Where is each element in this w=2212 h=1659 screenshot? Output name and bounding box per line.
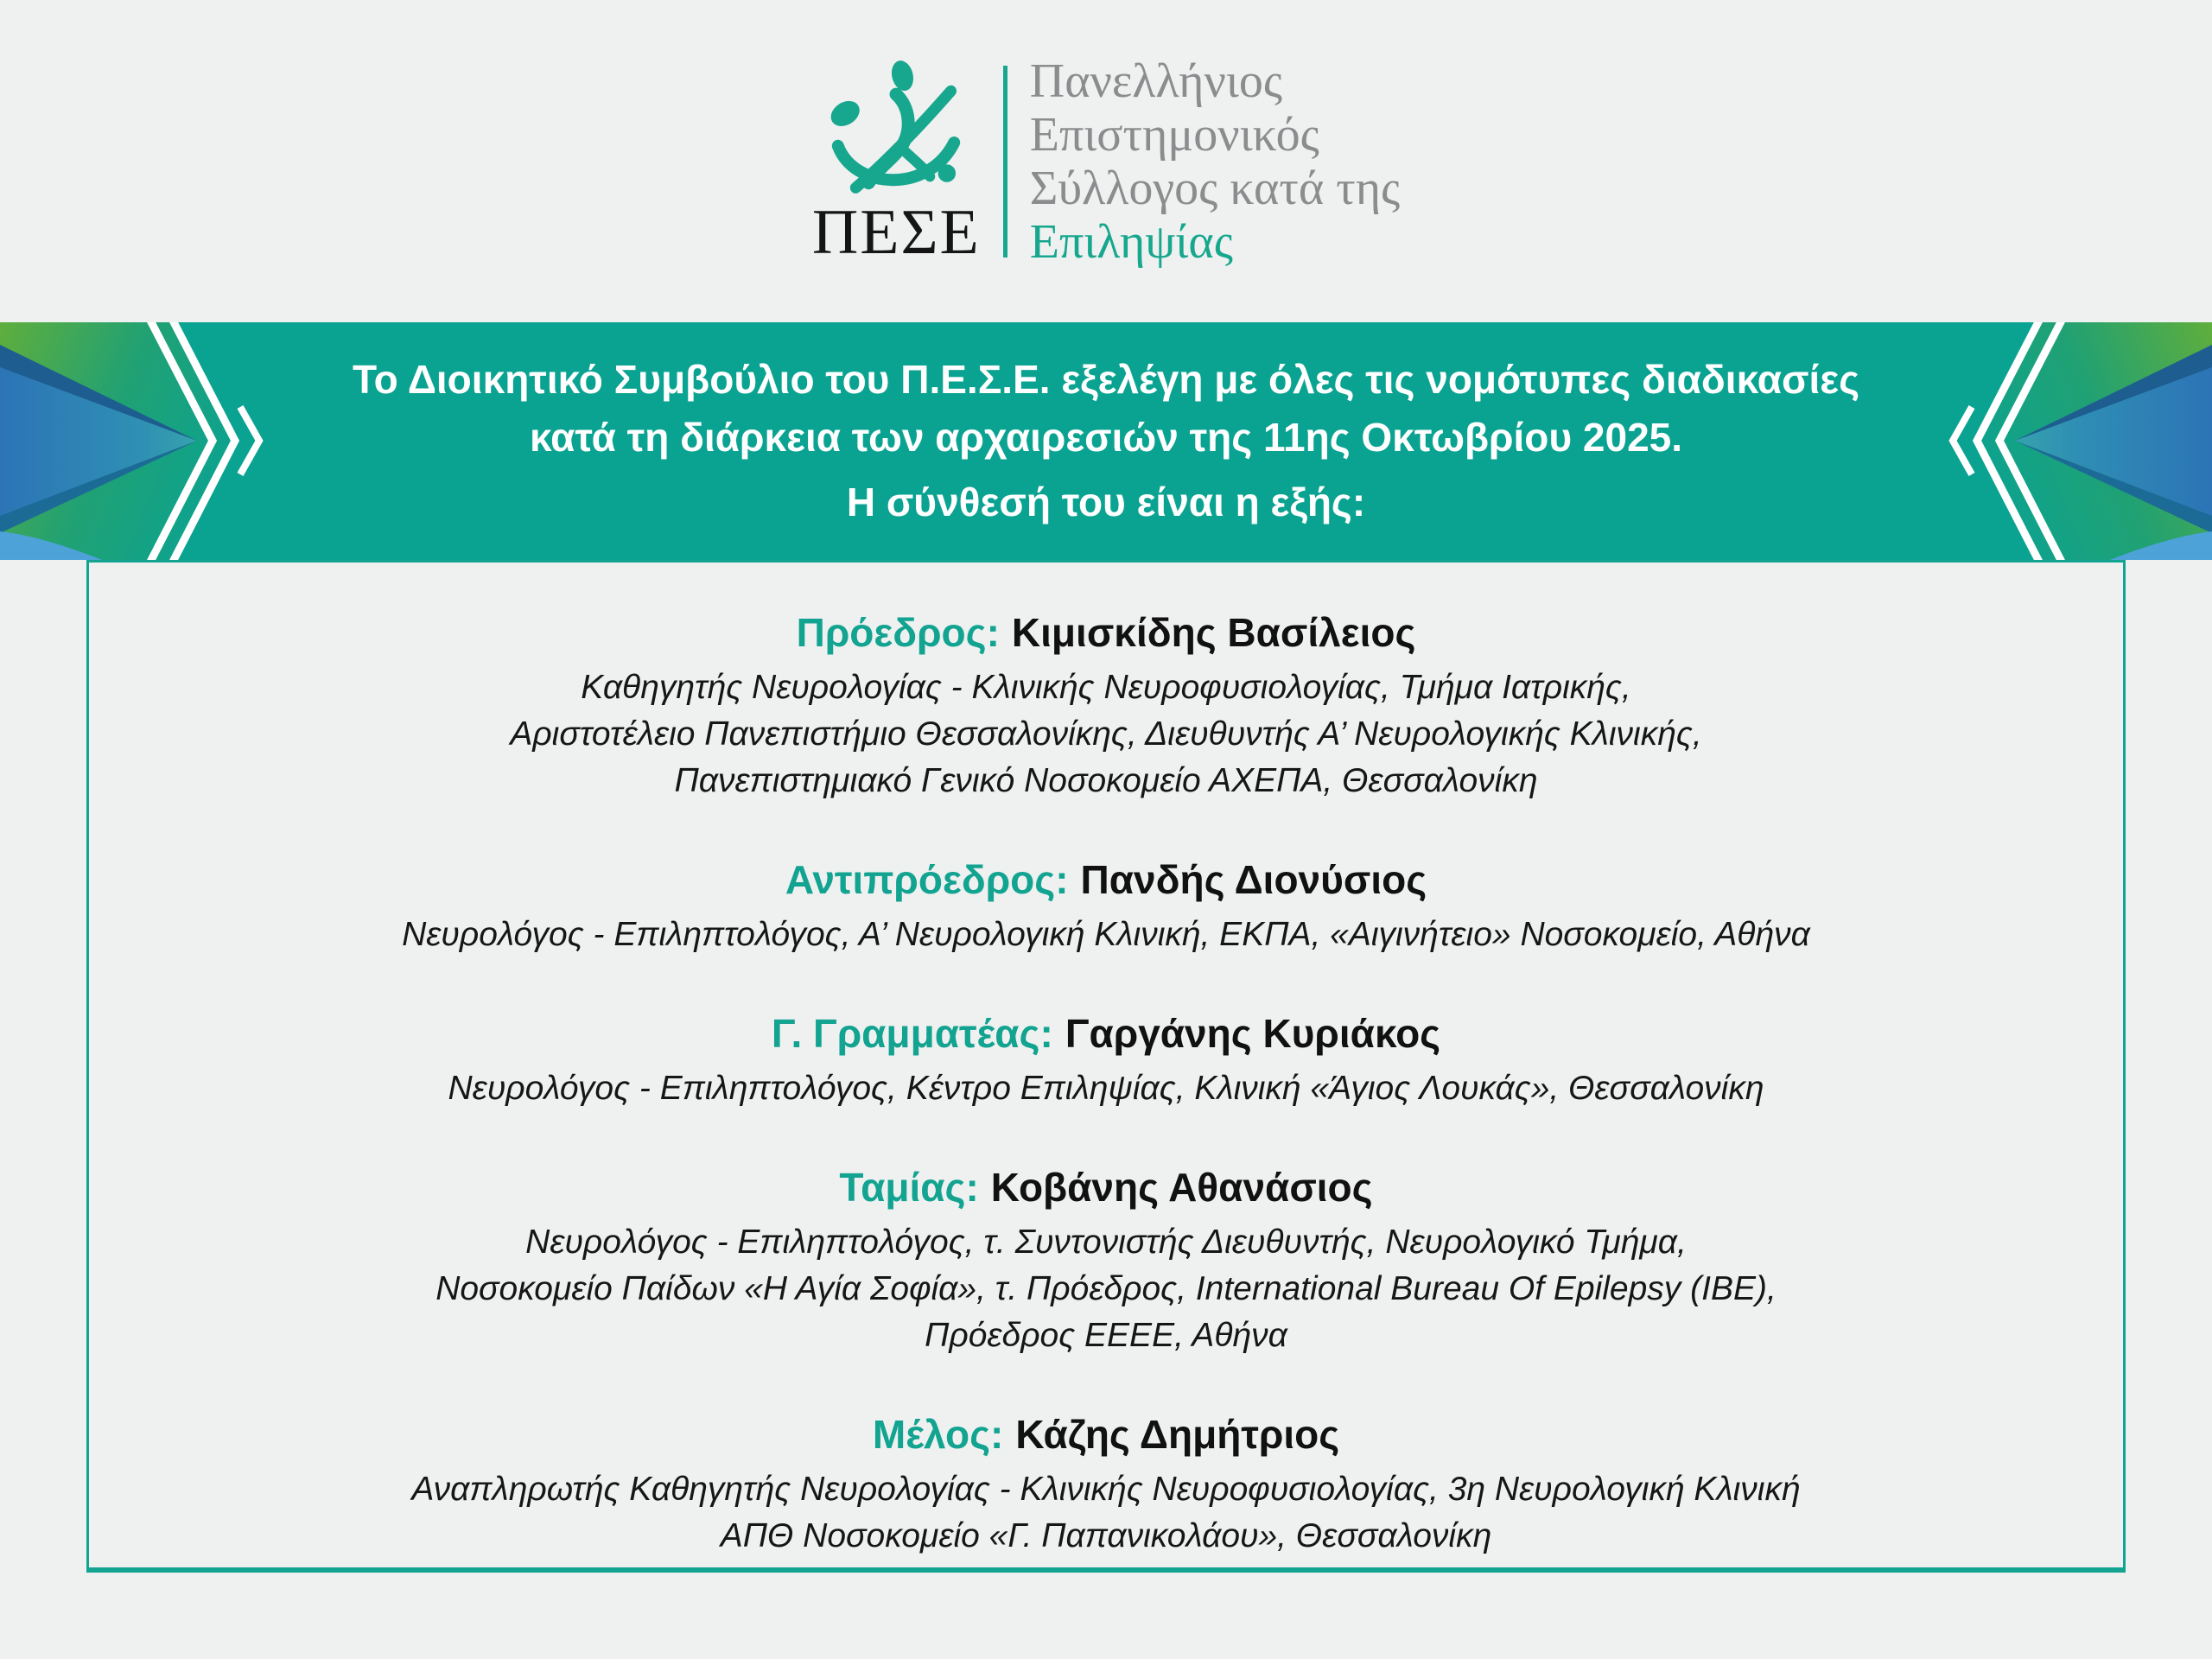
logo-name-highlight: Επιληψίας: [1029, 214, 1233, 269]
pese-figures-icon: [830, 59, 962, 204]
member-detail-line: Πανεπιστημιακό Γενικό Νοσοκομείο ΑΧΕΠΑ, Θεσσαλονίκη: [674, 762, 1538, 799]
member-detail-line: Νευρολόγος - Επιληπτολόγος, τ. Συντονιστής Διευθυντής, Νευρολογικό Τμήμα,: [525, 1224, 1687, 1261]
member-role: Γ. Γραμματέας:: [771, 1011, 1053, 1056]
member-role: Πρόεδρος:: [796, 610, 1000, 655]
member-detail-line: Νευρολόγος - Επιληπτολόγος, Κέντρο Επιληψίας, Κλινική «Άγιος Λουκάς», Θεσσαλονίκη: [448, 1070, 1764, 1107]
member-role: Ταμίας:: [839, 1165, 979, 1210]
banner-line-2: κατά τη διάρκεια των αρχαιρεσιών της 11ης Οκτωβρίου 2025.: [529, 415, 1683, 460]
member-heading: [89, 1007, 2123, 1060]
member-detail-line: Νευρολόγος - Επιληπτολόγος, Α’ Νευρολογική Κλινική, ΕΚΠΑ, «Αιγινήτειο» Νοσοκομείο, Αθήνα: [402, 916, 1810, 953]
member-role: Μέλος:: [872, 1412, 1004, 1457]
logo-section: [0, 0, 2212, 322]
member-detail-line: Αναπληρωτής Καθηγητής Νευρολογίας - Κλινικής Νευροφυσιολογίας, 3η Νευρολογική Κλινική: [411, 1471, 1801, 1508]
member-details: [89, 1219, 2123, 1359]
announcement-banner: [0, 322, 2212, 560]
board-members-box: [86, 560, 2126, 1573]
member-details: [89, 664, 2123, 804]
banner-chevron-decor-right: [1944, 322, 2212, 560]
member-name: Κοβάνης Αθανάσιος: [990, 1165, 1373, 1210]
member-detail-line: Πρόεδρος ΕΕΕΕ, Αθήνα: [925, 1317, 1287, 1354]
logo-name-line: Σύλλογος κατά της: [1029, 161, 1401, 215]
member-treasurer: [89, 1160, 2123, 1359]
member-name: Γαργάνης Κυριάκος: [1065, 1011, 1441, 1056]
member-detail-line: Καθηγητής Νευρολογίας - Κλινικής Νευροφυσιολογίας, Τμήμα Ιατρικής,: [581, 669, 1631, 706]
member-heading: [89, 853, 2123, 906]
member-heading: [89, 1160, 2123, 1214]
banner-line-1: Το Διοικητικό Συμβούλιο του Π.Ε.Σ.Ε. εξελέγη με όλες τις νομότυπες διαδικασίες: [352, 357, 1859, 402]
member-details: [89, 1065, 2123, 1112]
member-vice-president: [89, 853, 2123, 958]
member-member: [89, 1408, 2123, 1560]
member-name: Κάζης Δημήτριος: [1015, 1412, 1340, 1457]
member-name: Πανδής Διονύσιος: [1080, 857, 1427, 902]
member-name: Κιμισκίδης Βασίλειος: [1011, 610, 1416, 655]
member-detail-line: ΑΠΘ Νοσοκομείο «Γ. Παπανικολάου», Θεσσαλονίκη: [720, 1517, 1492, 1554]
logo-divider: [1003, 66, 1007, 257]
member-secretary: [89, 1007, 2123, 1112]
member-detail-line: Νοσοκομείο Παίδων «Η Αγία Σοφία», τ. Πρόεδρος, International Bureau Of Epilepsy (IBE),: [435, 1270, 1777, 1307]
member-president: [89, 606, 2123, 804]
member-heading: [89, 606, 2123, 659]
member-details: [89, 1466, 2123, 1560]
logo-name-line: Πανελλήνιος: [1029, 54, 1283, 108]
logo-name: [1030, 54, 1400, 269]
member-details: [89, 912, 2123, 958]
banner-chevron-decor-left: [0, 322, 268, 560]
member-heading: [89, 1408, 2123, 1461]
logo-left-block: [811, 59, 981, 268]
logo-name-line: Επιστημονικός: [1029, 107, 1319, 162]
banner-subline: Η σύνθεσή του είναι η εξής:: [846, 480, 1366, 524]
member-detail-line: Αριστοτέλειο Πανεπιστήμιο Θεσσαλονίκης, Διευθυντής Α’ Νευρολογικής Κλινικής,: [510, 715, 1702, 753]
logo-acronym: ΠΕΣΕ: [811, 196, 981, 268]
member-role: Αντιπρόεδρος:: [785, 857, 1069, 902]
